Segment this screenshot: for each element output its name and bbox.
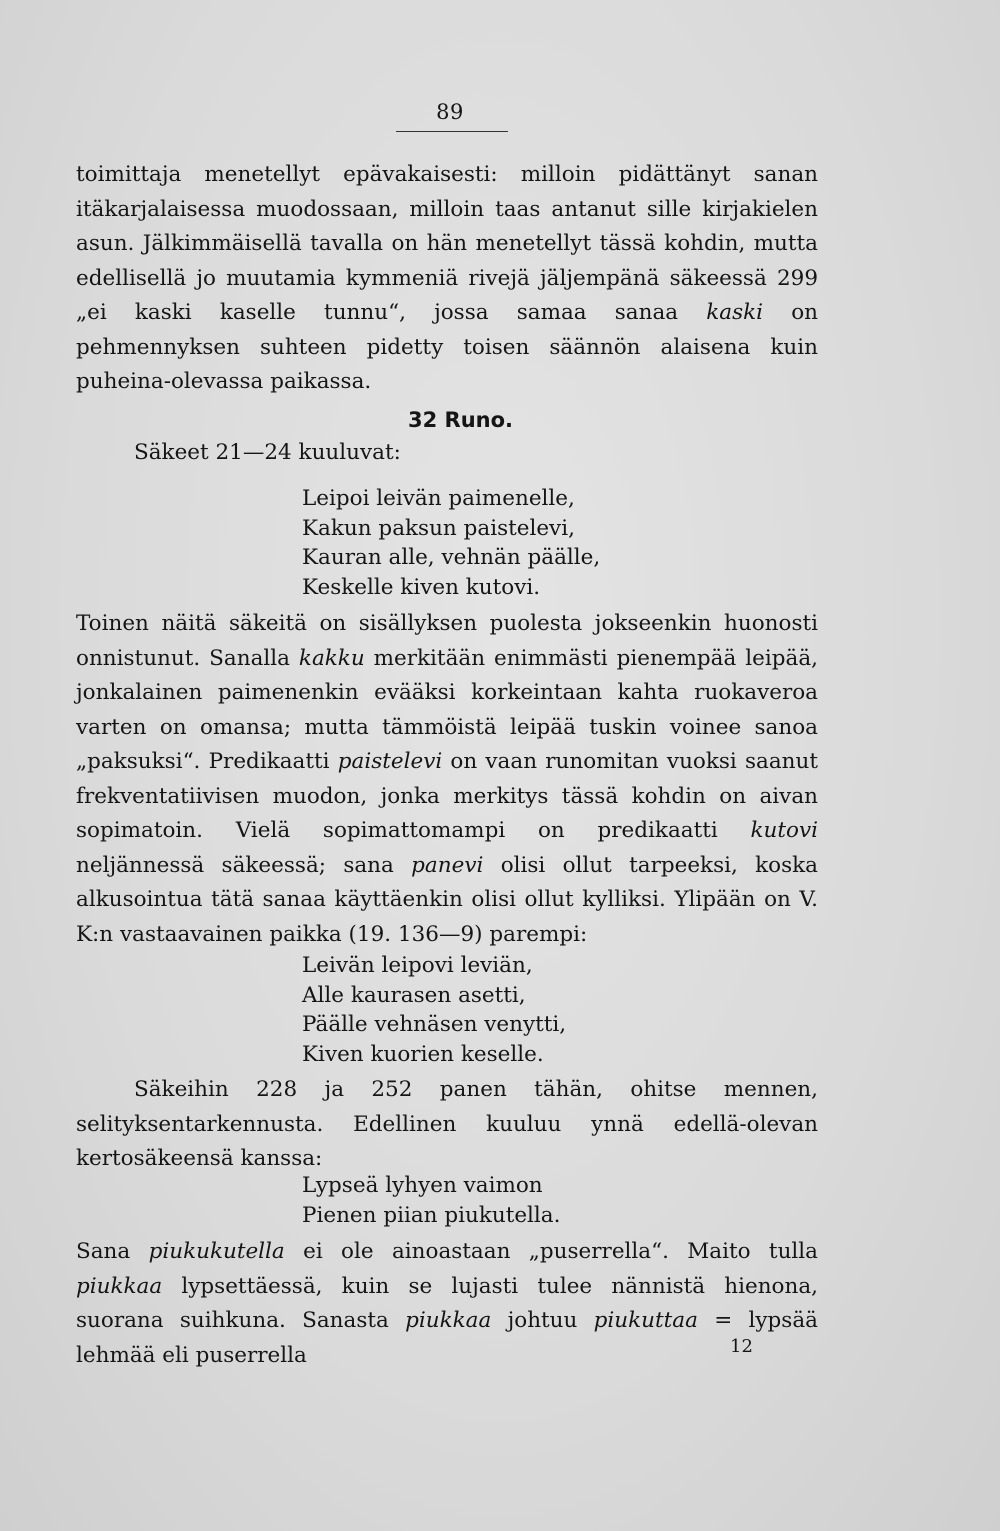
paragraph-2 xyxy=(76,607,818,952)
paragraph-4-text: = lypsää lehmää eli puserrella xyxy=(76,1308,818,1368)
paragraph-4-text: johtuu xyxy=(507,1308,578,1333)
paragraph-2-text: on vaan runomitan vuoksi saanut frekventatiivisen muodon, jonka merkitys tässä kohdin on aivan sopimatoin. Vielä sopimattomampi on predikaatti xyxy=(76,749,818,843)
paragraph-2-text: merkitään enimmästi pienempää leipää, jonkalainen paimenenkin evääksi korkeintaan kahta ruokaveroa varten on omansa; mutta tämmöistä leipää tuskin voinee sanoa „paksuksi“. Predikaatti xyxy=(76,645,818,774)
verse-line: Kauran alle, vehnän päälle, xyxy=(302,545,601,570)
verse-line: Pienen piian piukutella. xyxy=(302,1202,561,1228)
section-heading: 32 Runo. xyxy=(408,408,514,432)
verse-line: Kakun paksun paistelevi, xyxy=(302,515,575,541)
header-rule xyxy=(396,131,508,132)
paragraph-4 xyxy=(76,1235,818,1373)
paragraph-2-text: Toinen näitä säkeitä on sisällyksen puolesta jokseenkin huonosti onnistunut. Sanalla xyxy=(76,611,818,671)
paragraph-4-text: Sana xyxy=(76,1239,131,1264)
verse-line: Lypseä lyhyen vaimon xyxy=(302,1173,543,1198)
italic-term: piukkaa xyxy=(405,1308,492,1333)
italic-term: kutovi xyxy=(750,818,818,843)
italic-term: kakku xyxy=(298,645,365,671)
verse-1 xyxy=(302,484,600,602)
verse-3 xyxy=(302,1171,560,1230)
paragraph-2-text: neljännessä säkeessä; sana xyxy=(76,852,394,878)
verse-2 xyxy=(302,951,566,1069)
italic-term: kaski xyxy=(706,300,764,325)
italic-term: panevi xyxy=(411,852,484,878)
paragraph-1-end: on pehmennyksen suhteen pidetty toisen säännön alaisena kuin puheina-olevassa paikassa. xyxy=(76,300,818,394)
paragraph-2-text: olisi ollut tarpeeksi, koska alkusointua tätä sanaa käyttäenkin olisi ollut kylliksi. Ylipään on V. K:n vastaavainen paikka (19. 136—9) parempi: xyxy=(76,852,818,947)
intro-line: Säkeet 21—24 kuuluvat: xyxy=(134,440,401,465)
verse-line: Kiven kuorien keselle. xyxy=(302,1041,544,1067)
page-number: 89 xyxy=(436,100,464,124)
signature-mark: 12 xyxy=(730,1336,753,1357)
italic-term: paistelevi xyxy=(337,749,443,774)
paragraph-1 xyxy=(76,158,818,400)
paragraph-1-text: toimittaja menetellyt epävakaisesti: milloin pidättänyt sanan itäkarjalaisessa muodossaan, milloin taas antanut sille kirjakielen asun. Jälkimmäisellä tavalla on hän menetellyt tässä kohdin, mutta edellisellä jo muutamia kymmeniä rivejä jäljempänä säkeessä 299 „ei kaski kaselle tunnu“, jossa samaa sanaa xyxy=(76,162,818,325)
verse-line: Päälle vehnäsen venytti, xyxy=(302,1012,567,1037)
italic-term: piukuttaa xyxy=(593,1308,698,1333)
verse-line: Leipoi leivän paimenelle, xyxy=(302,486,575,511)
verse-line: Leivän leipovi leviän, xyxy=(302,953,533,978)
italic-term: piukukutella xyxy=(148,1239,285,1264)
paragraph-3-text: Säkeihin 228 ja 252 panen tähän, ohitse mennen, selityksentarkennusta. Edellinen kuuluu ynnä edellä-olevan kertosäkeensä kanssa: xyxy=(76,1077,818,1171)
paragraph-4-text: lypsettäessä, kuin se lujasti tulee nännistä hienona, suorana suihkuna. Sanasta xyxy=(76,1273,818,1333)
italic-term: piukkaa xyxy=(76,1273,163,1299)
paragraph-3 xyxy=(76,1073,818,1177)
verse-line: Keskelle kiven kutovi. xyxy=(302,574,541,600)
verse-line: Alle kaurasen asetti, xyxy=(302,982,526,1008)
paragraph-4-text: ei ole ainoastaan „puserrella“. Maito tulla xyxy=(303,1239,818,1264)
